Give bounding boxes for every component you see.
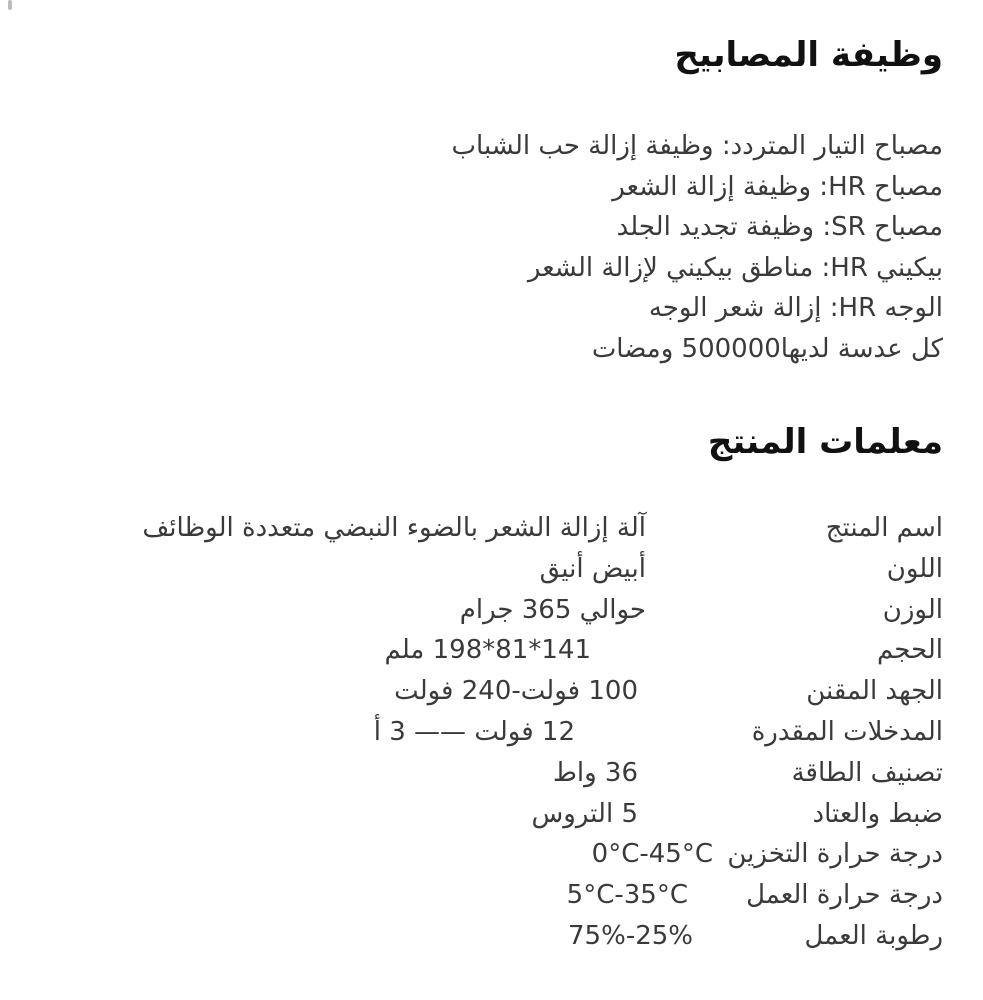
- param-row: [23, 916, 943, 957]
- param-key: الجهد المقنن: [806, 676, 943, 707]
- param-value: 100 فولت-240 فولت: [394, 676, 638, 707]
- param-value: 36 واط: [552, 757, 638, 788]
- param-value: 5°C-35°C: [566, 880, 688, 911]
- scroll-edge-mark: [8, 0, 12, 10]
- param-key: ضبط والعتاد: [812, 798, 943, 829]
- param-row: [23, 549, 943, 590]
- param-row: [23, 590, 943, 631]
- param-row: [23, 508, 943, 549]
- param-key: تصنيف الطاقة: [791, 757, 943, 788]
- param-key: الحجم: [876, 635, 943, 666]
- param-value: حوالي 365 جرام: [459, 594, 646, 625]
- param-key: الوزن: [882, 594, 943, 625]
- param-row: [23, 753, 943, 794]
- param-value: 25%-75%: [568, 920, 693, 951]
- param-value: 141*81*198 ملم: [384, 635, 591, 666]
- param-row: [23, 794, 943, 835]
- param-key: درجة حرارة العمل: [746, 880, 943, 911]
- param-value: آلة إزالة الشعر بالضوء النبضي متعددة الوظائف: [142, 513, 646, 543]
- lamp-item-hr: مصباح HR: وظيفة إزالة الشعر: [612, 171, 943, 202]
- lamp-item-face: الوجه HR: إزالة شعر الوجه: [648, 293, 943, 324]
- param-key: درجة حرارة التخزين: [727, 839, 943, 870]
- lamp-item-ac: مصباح التيار المتردد: وظيفة إزالة حب الشباب: [451, 131, 943, 161]
- param-value: 0°C-45°C: [591, 839, 713, 870]
- param-value: 5 التروس: [531, 798, 638, 829]
- param-key: اللون: [886, 553, 943, 584]
- params-table: [23, 508, 943, 957]
- param-row: [23, 712, 943, 753]
- param-key: المدخلات المقدرة: [751, 716, 943, 747]
- param-value: 12 فولت —— 3 أ: [373, 716, 575, 747]
- lamp-item-sr: مصباح SR: وظيفة تجديد الجلد: [616, 212, 943, 243]
- lamps-section-title: وظيفة المصابيح: [674, 35, 943, 75]
- param-key: اسم المنتج: [825, 513, 943, 543]
- lamp-item-flashes: كل عدسة لديها500000 ومضات: [591, 333, 943, 364]
- param-row: [23, 671, 943, 712]
- param-key: رطوبة العمل: [804, 920, 943, 951]
- lamp-item-bikini: بيكيني HR: مناطق بيكيني لإزالة الشعر: [527, 252, 943, 283]
- param-row: [23, 630, 943, 671]
- params-section-title: معلمات المنتج: [707, 422, 943, 462]
- param-value: أبيض أنيق: [539, 553, 646, 584]
- lamps-list: [452, 126, 943, 370]
- param-row: [23, 834, 943, 875]
- param-row: [23, 875, 943, 916]
